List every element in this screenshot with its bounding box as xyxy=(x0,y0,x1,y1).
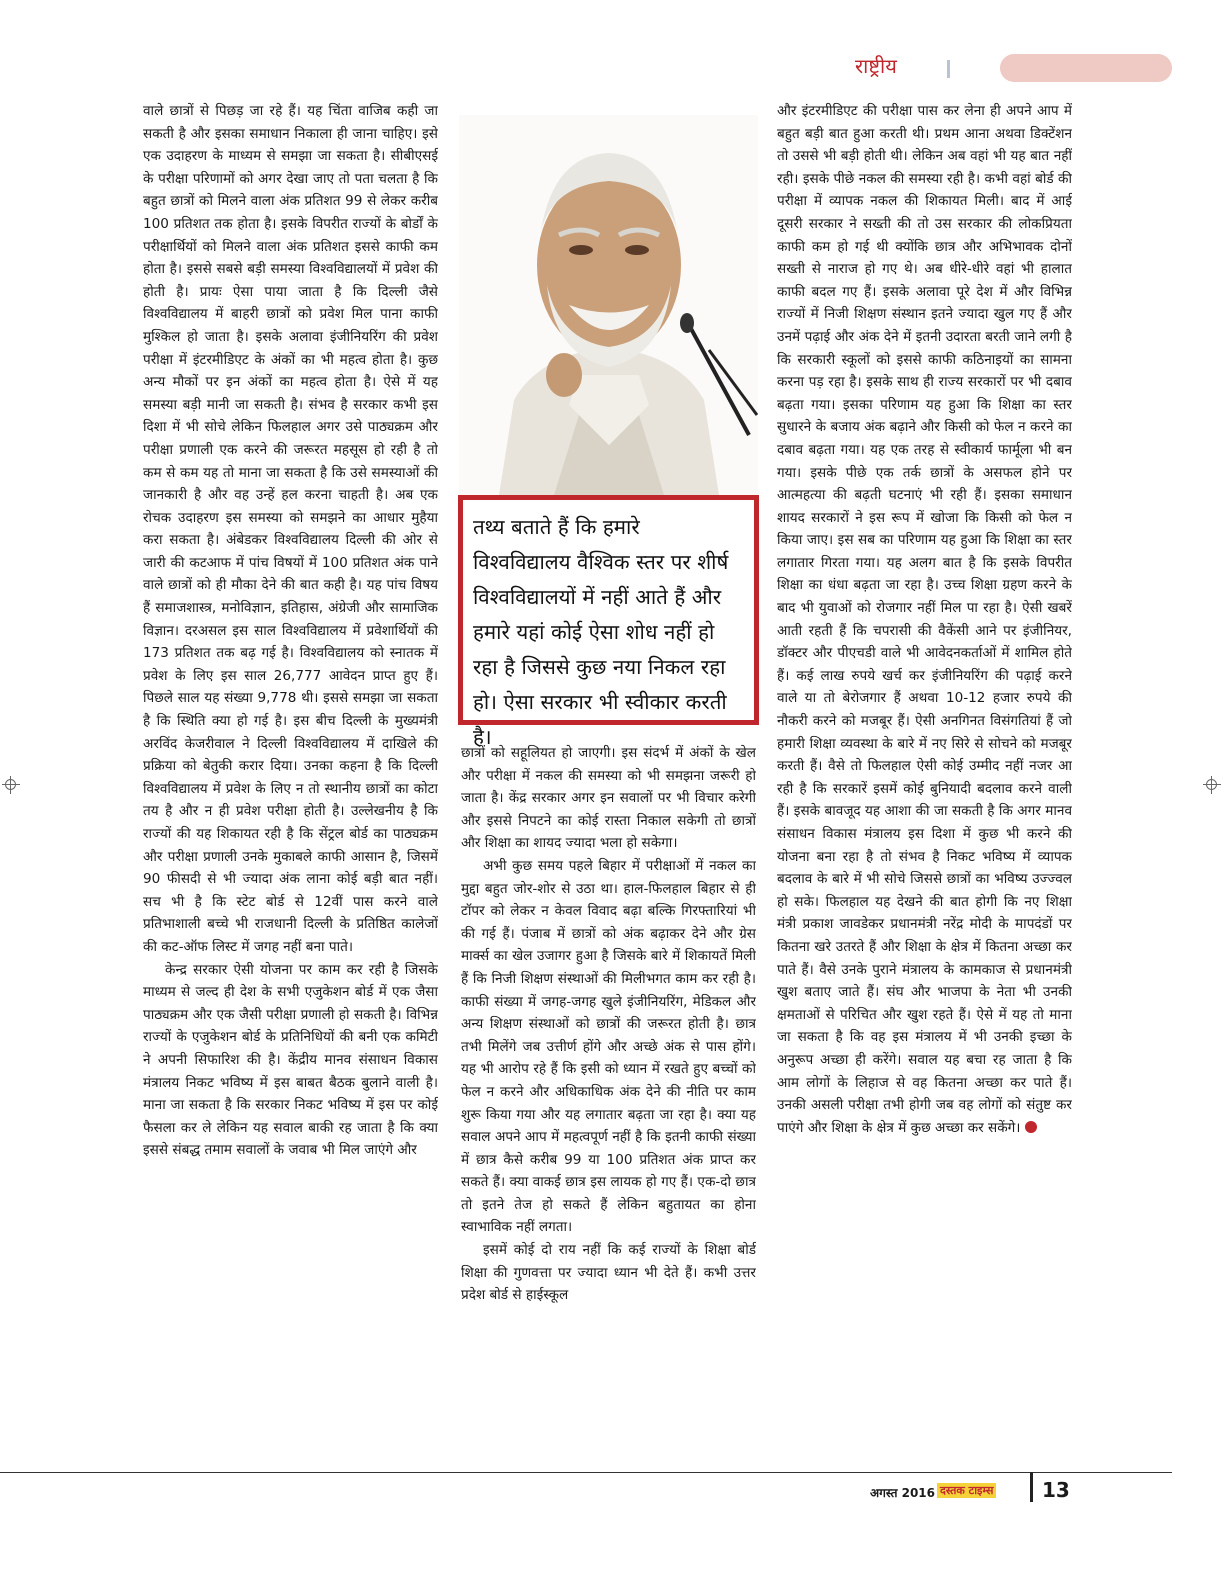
paragraph: इसमें कोई दो राय नहीं कि कई राज्यों के शिक्षा बोर्ड शिक्षा की गुणवत्ता पर ज्यादा ध्यान भी देते हैं। कभी उत्तर प्रदेश बोर्ड से हाईस्कूल xyxy=(461,1242,756,1304)
article-column-middle xyxy=(461,742,756,1470)
portrait-photo xyxy=(459,115,758,495)
footer-issue: अगस्त 2016 xyxy=(870,1486,936,1500)
header-pill xyxy=(1000,54,1172,82)
paragraph: अभी कुछ समय पहले बिहार में परीक्षाओं में नकल का मुद्दा बहुत जोर-शोर से उठा था। हाल-फिलहाल बिहार से ही टॉपर को लेकर न केवल विवाद बढ़ा बल्कि गिरफ्तारियां भी की गई हैं। पंजाब में छात्रों को अंक बढ़ाकर देने और ग्रेस मार्क्स का खेल उजागर हुआ है जिसके बारे में शिकायतें मिली हैं कि निजी शिक्षण संस्थाओं की मिलीभगत काम कर रही है। काफी संख्या में जगह-जगह खुले इंजीनियरिंग, मेडिकल और अन्य शिक्षण संस्थाओं को छात्रों की जरूरत होती है। छात्र तभी मिलेंगे जब उत्तीर्ण होंगे और अच्छे अंक से पास होंगे। यह भी आरोप रहे हैं कि इसी को ध्यान में रखते हुए बच्चों को फेल न करने और अधिकाधिक अंक देने की नीति पर काम शुरू किया गया और यह लगातार बढ़ता जा रहा है। क्या यह सवाल अपने आप में महत्वपूर्ण नहीं है कि इतनी काफी संख्या में छात्र कैसे करीब 99 या 100 प्रतिशत अंक प्राप्त कर सकते हैं। क्या वाकई छात्र इस लायक हो गए हैं। एक-दो छात्र तो इतने तेज हो सकते हैं लेकिन बहुतायत का होना स्वाभाविक नहीं लगता। xyxy=(461,857,756,1236)
crop-mark-right xyxy=(1203,776,1221,794)
crop-mark-left xyxy=(2,776,20,794)
page-number: 13 xyxy=(1042,1478,1070,1502)
pull-quote-box xyxy=(458,495,759,749)
footer-magazine-logo: दस्तक टाइम्स xyxy=(937,1483,996,1498)
footer-rule xyxy=(0,1472,1172,1473)
paragraph: वाले छात्रों से पिछड़ जा रहे हैं। यह चिंता वाजिब कही जा सकती है और इसका समाधान निकाला ही जाना चाहिए। इसे एक उदाहरण के माध्यम से समझा जा सकता है। सीबीएसई के परीक्षा परिणामों को अगर देखा जाए तो पता चलता है कि बहुत छात्रों को मिलने वाला अंक प्रतिशत 99 से लेकर करीब 100 प्रतिशत तक होता है। इसके विपरीत राज्यों के बोर्डों के परीक्षार्थियों को मिलने वाला अंक प्रतिशत इससे काफी कम होता है। इससे सबसे बड़ी समस्या विश्वविद्यालयों में प्रवेश की होती है। प्रायः ऐसा पाया जाता है कि दिल्ली जैसे विश्वविद्यालय में बाहरी छात्रों को प्रवेश मिल पाना काफी मुश्किल हो जाता है। इसके अलावा इंजीनियरिंग की प्रवेश परीक्षा में इंटरमीडिएट के अंकों का भी महत्व होता है। कुछ अन्य मौकों पर इन अंकों का महत्व होता है। ऐसे में यह समस्या बड़ी मानी जा सकती है। संभव है सरकार कभी इस दिशा में भी सोचे लेकिन फिलहाल अगर उसे पाठ्यक्रम और परीक्षा प्रणाली एक करने की जरूरत महसूस हो रही है तो कम से कम यह तो माना जा सकता है कि उसे समस्याओं की जानकारी है और वह उन्हें हल करना चाहती है। अब एक रोचक उदाहरण इस समस्या को समझने का आधार मुहैया करा सकता है। अंबेडकर विश्वविद्यालय दिल्ली की ओर से जारी की कटआफ में पांच विषयों में 100 प्रतिशत अंक पाने वाले छात्रों को ही मौका देने की बात कही है। यह पांच विषय हैं समाजशास्त्र, मनोविज्ञान, इतिहास, अंग्रेजी और सामाजिक विज्ञान। दरअसल इस साल विश्वविद्यालय में प्रवेशार्थियों की 173 प्रतिशत तक बढ़ गई है। विश्वविद्यालय को स्नातक में प्रवेश के लिए इस साल 26,777 आवेदन प्राप्त हुए हैं। पिछले साल यह संख्या 9,778 थी। इससे समझा जा सकता है कि स्थिति क्या हो गई है। इस बीच दिल्ली के मुख्यमंत्री अरविंद केजरीवाल ने दिल्ली विश्वविद्यालय में दाखिले की प्रक्रिया को बेतुकी करार दिया। उनका कहना है कि दिल्ली विश्वविद्यालय में प्रवेश के लिए न तो स्थानीय छात्रों का कोटा तय है और न ही प्रवेश परीक्षा होती है। उल्लेखनीय है कि राज्यों की यह शिकायत रही है कि सेंट्रल बोर्ड का पाठ्यक्रम और परीक्षा प्रणाली उनके मुकाबले काफी आसान है, जिसमें 90 फीसदी से भी ज्यादा अंक लाना कोई बड़ी बात नहीं। सच भी है कि स्टेट बोर्ड से 12वीं पास करने वाले प्रतिभाशाली बच्चे भी राजधानी दिल्ली के प्रतिष्ठित कालेजों की कट-ऑफ लिस्ट में जगह नहीं बना पाते। xyxy=(143,103,438,955)
paragraph: छात्रों को सहूलियत हो जाएगी। इस संदर्भ में अंकों के खेल और परीक्षा में नकल की समस्या को भी समझना जरूरी हो जाता है। केंद्र सरकार अगर इन सवालों पर भी विचार करेगी और इससे निपटने का कोई रास्ता निकाल सकेगी तो छात्रों और शिक्षा का शायद ज्यादा भला हो सकेगा। xyxy=(461,745,756,852)
end-mark-icon xyxy=(1025,1121,1037,1133)
article-column-left xyxy=(143,100,438,1470)
pull-quote-text: तथ्य बताते हैं कि हमारे विश्वविद्यालय वैश्विक स्तर पर शीर्ष विश्वविद्यालयों में नहीं आते हैं और हमारे यहां कोई ऐसा शोध नहीं हो रहा है जिससे कुछ नया निकल रहा हो। ऐसा सरकार भी स्वीकार करती है। xyxy=(473,515,729,749)
paragraph xyxy=(777,100,1072,1139)
paragraph: केन्द्र सरकार ऐसी योजना पर काम कर रही है जिसके माध्यम से जल्द ही देश के सभी एजुकेशन बोर्ड में एक जैसा पाठ्यक्रम और एक जैसी परीक्षा प्रणाली हो सकती है। विभिन्न राज्यों के एजुकेशन बोर्ड के प्रतिनिधियों की बनी एक कमिटी ने अपनी सिफारिश की है। केंद्रीय मानव संसाधन विकास मंत्रालय निकट भविष्य में इस बाबत बैठक बुलाने वाली है। माना जा सकता है कि सरकार निकट भविष्य में इस पर कोई फैसला कर ले लेकिन यह सवाल बाकी रह जाता है कि क्या इससे संबद्ध तमाम सवालों के जवाब भी मिल जाएंगे और xyxy=(143,961,438,1159)
header-divider xyxy=(947,60,950,78)
speaker-portrait-illustration xyxy=(459,115,758,495)
article-column-right xyxy=(777,100,1072,1470)
section-label: राष्ट्रीय xyxy=(855,54,897,78)
footer-page-divider xyxy=(1030,1472,1033,1502)
paragraph-text: और इंटरमीडिएट की परीक्षा पास कर लेना ही अपने आप में बहुत बड़ी बात हुआ करती थी। प्रथम आना अथवा डिक्टेंशन तो उससे भी बड़ी होती थी। लेकिन अब वहां भी यह बात नहीं रही। इसके पीछे नकल की समस्या रही है। कभी वहां बोर्ड की परीक्षा में व्यापक नकल की शिकायत मिली। बाद में आई दूसरी सरकार ने सख्ती की तो उस सरकार की लोकप्रियता काफी कम हो गई थी क्योंकि छात्र और अभिभावक दोनों सख्ती से नाराज हो गए थे। अब धीरे-धीरे वहां भी हालात काफी बदल गए हैं। इसके अलावा पूरे देश में और विभिन्न राज्यों में निजी शिक्षण संस्थान इतने ज्यादा खुल गए हैं और उनमें पढ़ाई और अंक देने में इतनी उदारता बरती जाने लगी है कि सरकारी स्कूलों को इससे काफी कठिनाइयों का सामना करना पड़ रहा है। इसके साथ ही राज्य सरकारों पर भी दबाव बढ़ता गया। इसका परिणाम यह हुआ कि शिक्षा का स्तर सुधारने के बजाय अंक बढ़ाने और किसी को फेल न करने का दबाव बढ़ता गया। यह एक तरह से स्वीकार्य फार्मूला भी बन गया। इसके पीछे एक तर्क छात्रों के असफल होने पर आत्महत्या की बढ़ती घटनाएं भी रही हैं। इसका समाधान शायद सरकारों ने इस रूप में खोजा कि किसी को फेल न किया जाए। इस सब का परिणाम यह हुआ कि शिक्षा का स्तर लगातार गिरता गया। यह अलग बात है कि इसके विपरीत शिक्षा का धंधा बढ़ता जा रहा है। उच्च शिक्षा ग्रहण करने के बाद भी युवाओं को रोजगार नहीं मिल पा रहा है। ऐसी खबरें आती रहती हैं कि चपरासी की वैकेंसी आने पर इंजीनियर, डॉक्टर और पीएचडी वाले भी आवेदनकर्ताओं में शामिल होते हैं। कई लाख रुपये खर्च कर इंजीनियरिंग की पढ़ाई करने वाले या तो बेरोजगार हैं अथवा 10-12 हजार रुपये की नौकरी करने को मजबूर हैं। ऐसी अनगिनत विसंगतियां हैं जो हमारी शिक्षा व्यवस्था के बारे में नए सिरे से सोचने को मजबूर करती हैं। वैसे तो फिलहाल ऐसी कोई उम्मीद नहीं नजर आ रही है कि सरकारें इसमें कोई बुनियादी बदलाव करने वाली हैं। इसके बावजूद यह आशा की जा सकती है कि अगर मानव संसाधन विकास मंत्रालय इस दिशा में कुछ भी करने की योजना बना रहा है तो संभव है निकट भविष्य में व्यापक बदलाव के बारे में भी सोचे जिससे छात्रों का भविष्य उज्ज्वल हो सके। फिलहाल यह देखने की बात होगी कि नए शिक्षा मंत्री प्रकाश जावडेकर प्रधानमंत्री नरेंद्र मोदी के मापदंडों पर कितना खरे उतरते हैं और शिक्षा के क्षेत्र में कितना अच्छा कर पाते हैं। वैसे उनके पुराने मंत्रालय के कामकाज से प्रधानमंत्री खुश बताए जाते हैं। संघ और भाजपा के नेता भी उनकी क्षमताओं से परिचित और खुश रहते हैं। ऐसे में यह तो माना जा सकता है कि वह इस मंत्रालय में भी उनकी इच्छा के अनुरूप अच्छा ही करेंगे। सवाल यह बचा रह जाता है कि आम लोगों के लिहाज से वह कितना अच्छा कर पाते हैं। उनकी असली परीक्षा तभी होगी जब वह लोगों को संतुष्ट कर पाएंगे और शिक्षा के क्षेत्र में कुछ अच्छा कर सकेंगे। xyxy=(777,103,1072,1136)
